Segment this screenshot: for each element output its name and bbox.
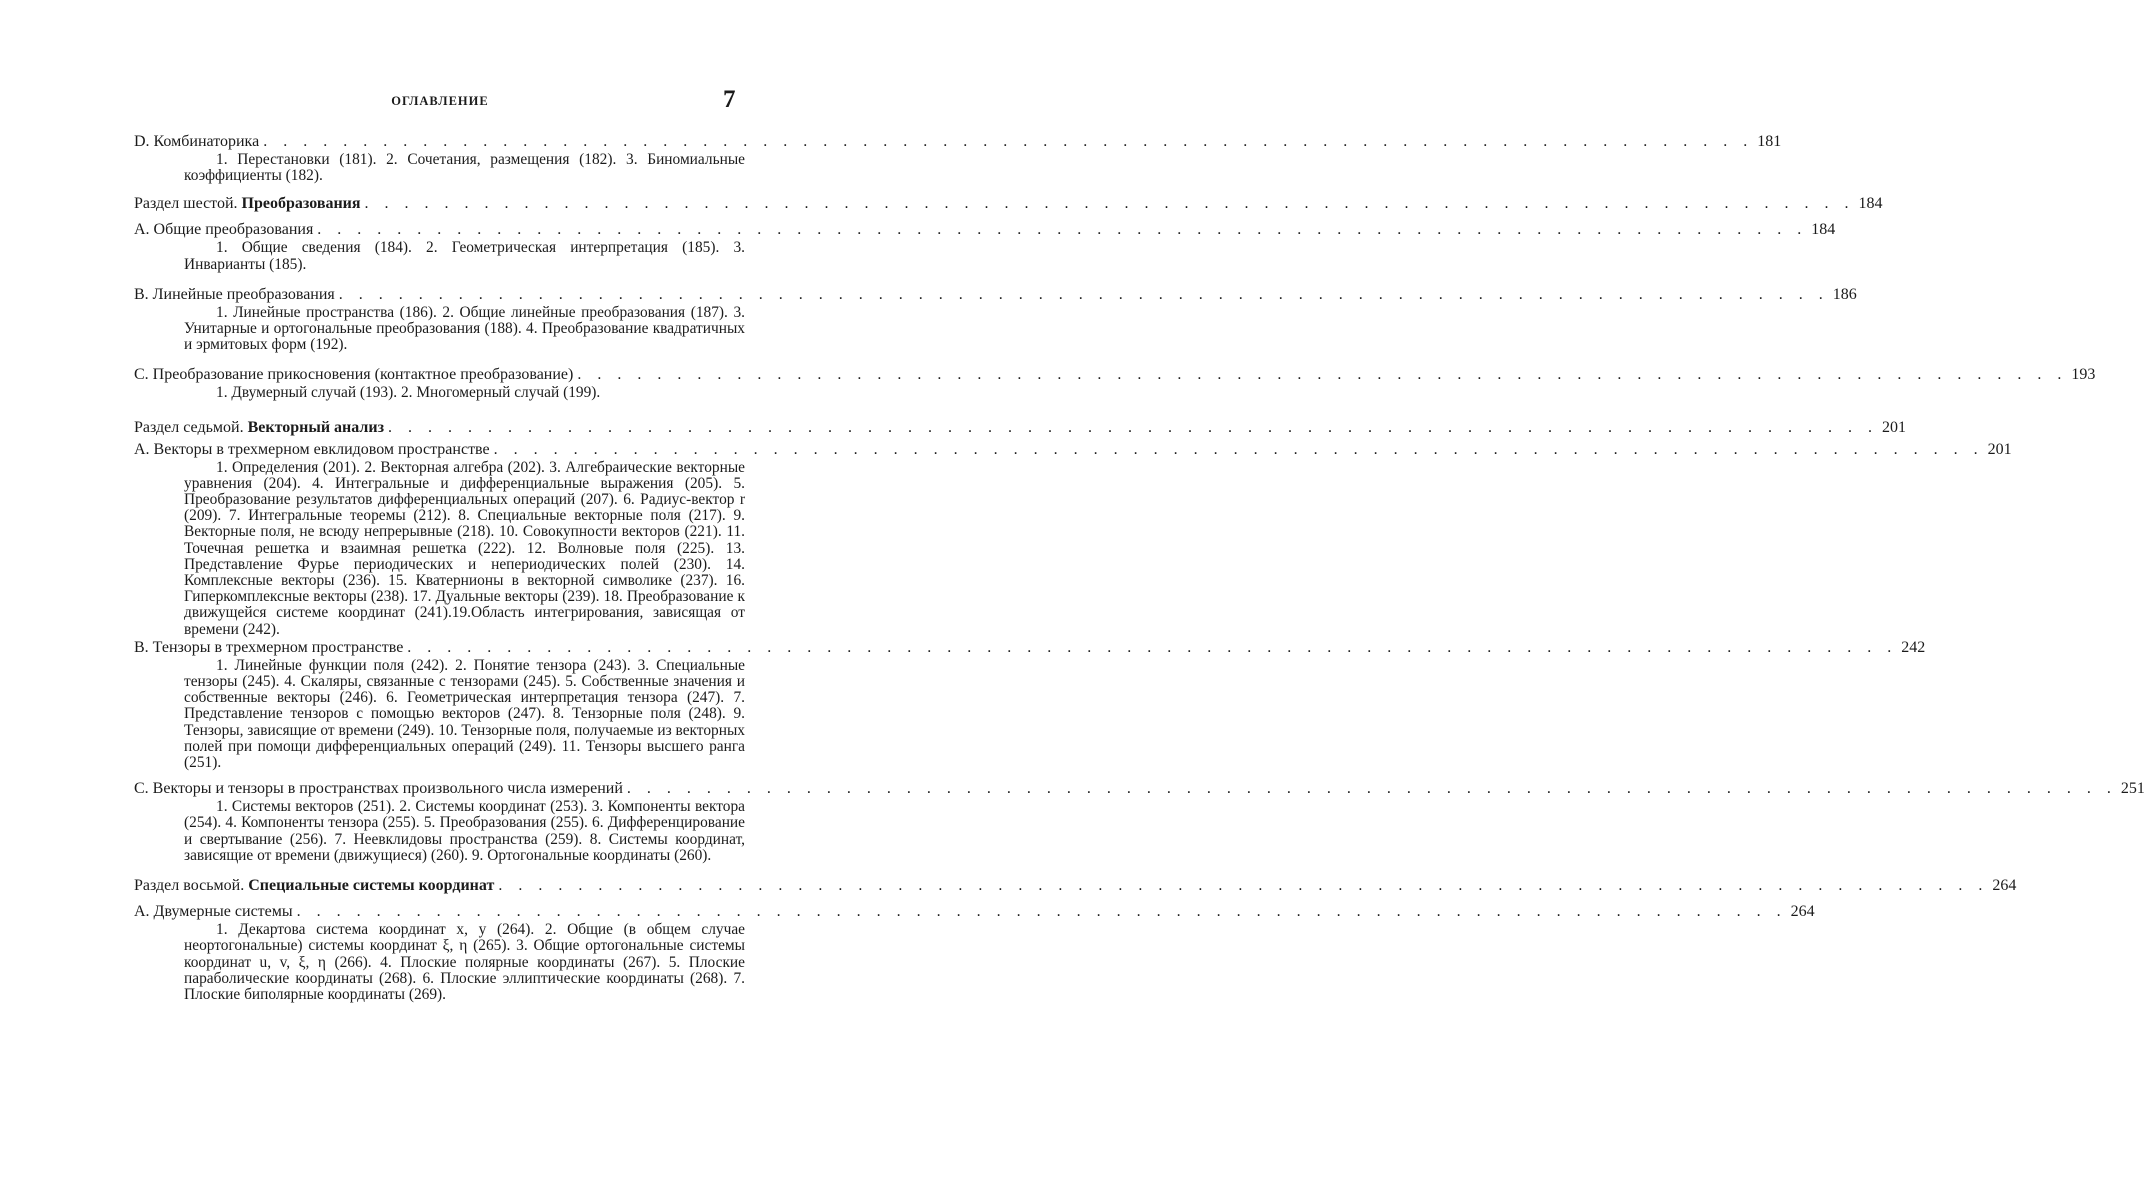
- toc-subitems: 1. Линейные функции поля (242). 2. Понятие тензора (243). 3. Специальные тензоры (245). 4. Скаляры, связанные с тензорами (245). 5. Собственные значения и собственные векторы (246). 6. Геометрическая интерпретация тензора (247). 7. Представление тензоров с помощью векторов (247). 8. Тензорные поля (248). 9. Тензоры, зависящие от времени (249). 10. Тензорные поля, получаемые из векторных полей при помощи дифференциальных операций (249). 11. Тензоры высшего ранга (251).: [184, 656, 745, 772]
- dot-leaders: [313, 220, 1807, 240]
- toc-part-title: Раздел шестой. Преобразования: [134, 195, 361, 213]
- toc-entry-title: C. Векторы и тензоры в пространствах произвольного числа измерений: [134, 780, 623, 798]
- toc-part-heading[interactable]: [134, 876, 2017, 896]
- toc-section: [134, 779, 2145, 864]
- toc-entry-title: A. Двумерные системы: [134, 903, 293, 921]
- dot-leaders: [335, 285, 1829, 305]
- toc-subitems: 1. Декартова система координат x, y (264). 2. Общие (в общем случае неортогональные) системы координат ξ, η (265). 3. Общие ортогональные системы координат u, v, ξ, η (266). 4. Плоские полярные координаты (267). 5. Плоские параболические координаты (268). 6. Плоские эллиптические координаты (268). 7. Плоские биполярные координаты (269).: [184, 921, 745, 1003]
- toc-entry-page: 181: [1757, 133, 1782, 150]
- page-number: 7: [723, 86, 736, 113]
- toc-entry[interactable]: [134, 902, 1815, 922]
- dot-leaders: [623, 779, 2117, 799]
- toc-entry[interactable]: [134, 365, 2096, 385]
- dot-leaders: [490, 440, 1984, 460]
- toc-entry[interactable]: [134, 779, 2145, 799]
- toc-entry-page: 186: [1832, 285, 1857, 303]
- toc-subitems: 1. Общие сведения (184). 2. Геометрическая интерпретация (185). 3. Инварианты (185).: [184, 239, 745, 273]
- dot-leaders: [259, 132, 1753, 152]
- toc-section: [134, 132, 1782, 185]
- toc-section: [134, 440, 2012, 638]
- running-header: ОГЛАВЛЕНИЕ: [391, 94, 489, 108]
- dot-leaders: [573, 365, 2067, 385]
- toc-entry-title: B. Тензоры в трехмерном пространстве: [134, 638, 404, 656]
- toc-entry-page: 193: [2071, 366, 2096, 384]
- toc-entry[interactable]: [134, 440, 2012, 460]
- dot-leaders: [494, 876, 1988, 896]
- toc-part-heading[interactable]: [134, 194, 1883, 214]
- toc-entry-title: C. Преобразование прикосновения (контактное преобразование): [134, 366, 574, 384]
- toc-entry-page: 242: [1901, 638, 1926, 656]
- toc-section: [134, 220, 1836, 273]
- toc-entry-page: 264: [1790, 903, 1815, 921]
- toc-subitems: 1. Перестановки (181). 2. Сочетания, размещения (182). 3. Биномиальные коэффициенты (182).: [184, 151, 745, 185]
- toc-entry-page: 251: [2120, 780, 2145, 798]
- toc-entry-page: 201: [1882, 418, 1907, 436]
- toc-subitems: 1. Двумерный случай (193). 2. Многомерный случай (199).: [216, 384, 601, 402]
- dot-leaders: [403, 638, 1897, 658]
- toc-subitems: 1. Линейные пространства (186). 2. Общие линейные преобразования (187). 3. Унитарные и ортогональные преобразования (188). 4. Преобразование квадратичных и эрмитовых форм (192).: [184, 303, 745, 354]
- toc-entry-title: A. Общие преобразования: [134, 221, 314, 239]
- toc-entry-page: 264: [1992, 877, 2017, 895]
- dot-leaders: [361, 194, 1855, 214]
- toc-part-title: Раздел седьмой. Векторный анализ: [134, 418, 385, 436]
- toc-entry-page: 184: [1811, 221, 1836, 239]
- toc-entry[interactable]: [134, 132, 1782, 152]
- toc-entry[interactable]: [134, 285, 1857, 305]
- toc-subitems: 1. Определения (201). 2. Векторная алгебра (202). 3. Алгебраические векторные уравнения (204). 4. Интегральные и дифференциальные выражения (205). 5. Преобразование результатов дифференциальных операций (207). 6. Радиус-вектор r (209). 7. Интегральные теоремы (212). 8. Специальные векторные поля (217). 9. Векторные поля, не всюду непрерывные (218). 10. Совокупности векторов (221). 11. Точечная решетка и взаимная решетка (222). 12. Волновые поля (225). 13. Представление Фурье периодических и непериодических полей (230). 14. Комплексные векторы (236). 15. Кватернионы в векторной символике (237). 16. Гиперкомплексные векторы (238). 17. Дуальные векторы (239). 18. Преобразование к движущейся системе координат (241).19.Область интегрирования, зависящая от времени (242).: [184, 458, 745, 638]
- toc-entry[interactable]: [134, 638, 1926, 658]
- toc-entry-title: D. Комбинаторика: [134, 133, 260, 150]
- toc-part-heading[interactable]: [134, 418, 1907, 438]
- toc-entry-page: 184: [1858, 195, 1883, 213]
- table-of-contents: [134, 132, 2145, 1003]
- toc-subitems: 1. Системы векторов (251). 2. Системы координат (253). 3. Компоненты вектора (254). 4. Компоненты тензора (255). 5. Преобразования (255). 6. Дифференцирование и свертывание (256). 7. Неевклидовы пространства (259). 8. Системы координат, зависящие от времени (движущиеся) (260). 9. Ортогональные координаты (260).: [184, 798, 745, 864]
- toc-entry[interactable]: [134, 220, 1836, 240]
- toc-entry-title: B. Линейные преобразования: [134, 285, 335, 303]
- dot-leaders: [384, 418, 1878, 438]
- toc-section: [134, 285, 1857, 354]
- toc-part-title: Раздел восьмой. Специальные системы координат: [134, 877, 495, 895]
- toc-section: [134, 365, 2096, 402]
- toc-section: [134, 638, 1926, 772]
- toc-entry-title: A. Векторы в трехмерном евклидовом пространстве: [134, 440, 490, 458]
- toc-section: [134, 902, 1815, 1003]
- toc-entry-page: 201: [1987, 440, 2012, 458]
- dot-leaders: [293, 902, 1787, 922]
